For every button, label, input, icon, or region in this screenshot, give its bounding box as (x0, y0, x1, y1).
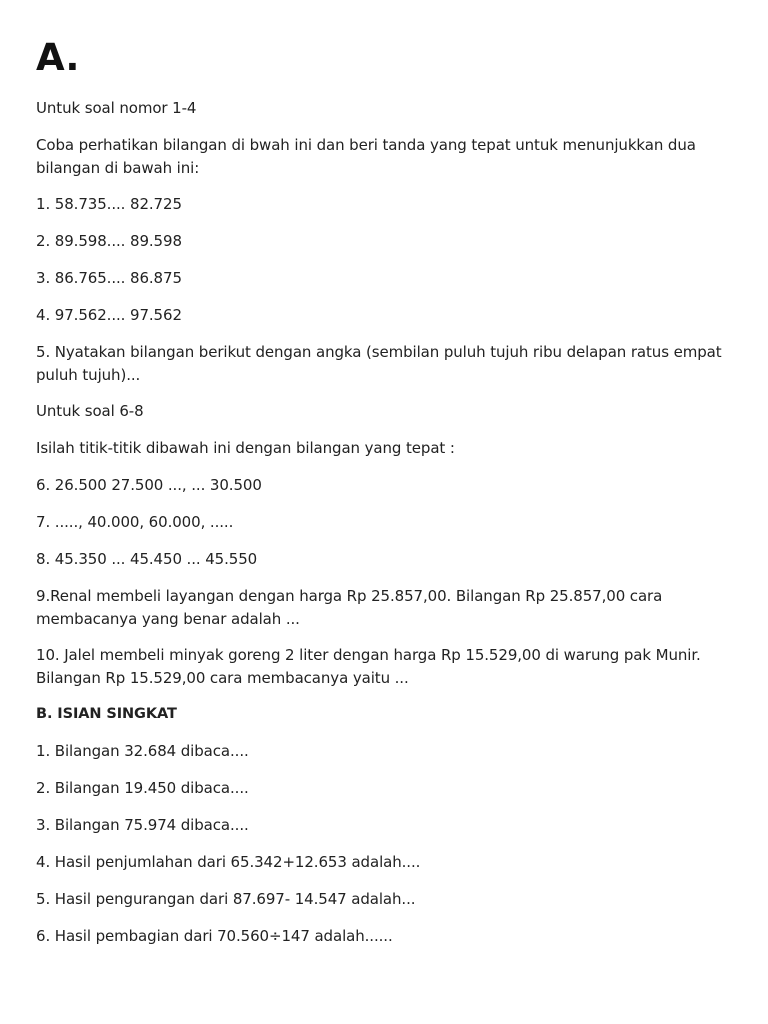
question-b-6: 6. Hasil pembagian dari 70.560÷147 adalah...... (36, 927, 393, 945)
question-a-9: 9.Renal membeli layangan dengan harga Rp 25.857,00. Bilangan Rp 25.857,00 cara membacanya yang benar adalah ... (36, 587, 663, 628)
instruction-questions-6-8: Isilah titik-titik dibawah ini dengan bilangan yang tepat : (36, 439, 455, 457)
question-b-1: 1. Bilangan 32.684 dibaca.... (36, 742, 249, 760)
question-a-6: 6. 26.500 27.500 ..., ... 30.500 (36, 476, 262, 494)
question-a-1: 1. 58.735.... 82.725 (36, 195, 182, 213)
question-a-2: 2. 89.598.... 89.598 (36, 232, 182, 250)
question-a-10: 10. Jalel membeli minyak goreng 2 liter dengan harga Rp 15.529,00 di warung pak Munir. Bilangan Rp 15.529,00 cara membacanya yaitu ... (36, 646, 701, 687)
question-b-5: 5. Hasil pengurangan dari 87.697- 14.547 adalah... (36, 890, 416, 908)
question-b-4: 4. Hasil penjumlahan dari 65.342+12.653 adalah.... (36, 853, 421, 871)
question-a-7: 7. ....., 40.000, 60.000, ..... (36, 513, 234, 531)
intro-questions-1-4: Untuk soal nomor 1-4 (36, 99, 197, 117)
instruction-questions-1-4: Coba perhatikan bilangan di bwah ini dan beri tanda yang tepat untuk menunjukkan dua bilangan di bawah ini: (36, 136, 696, 177)
question-a-5: 5. Nyatakan bilangan berikut dengan angka (sembilan puluh tujuh ribu delapan ratus empat puluh tujuh)... (36, 343, 722, 384)
question-a-3: 3. 86.765.... 86.875 (36, 269, 182, 287)
document-content (36, 97, 732, 948)
question-b-3: 3. Bilangan 75.974 dibaca.... (36, 816, 249, 834)
question-a-8: 8. 45.350 ... 45.450 ... 45.550 (36, 550, 258, 568)
section-b-heading: B. ISIAN SINGKAT (36, 706, 177, 722)
intro-questions-6-8: Untuk soal 6-8 (36, 402, 144, 420)
section-a-heading: A. (36, 36, 80, 79)
question-b-2: 2. Bilangan 19.450 dibaca.... (36, 779, 249, 797)
question-a-4: 4. 97.562.... 97.562 (36, 306, 182, 324)
